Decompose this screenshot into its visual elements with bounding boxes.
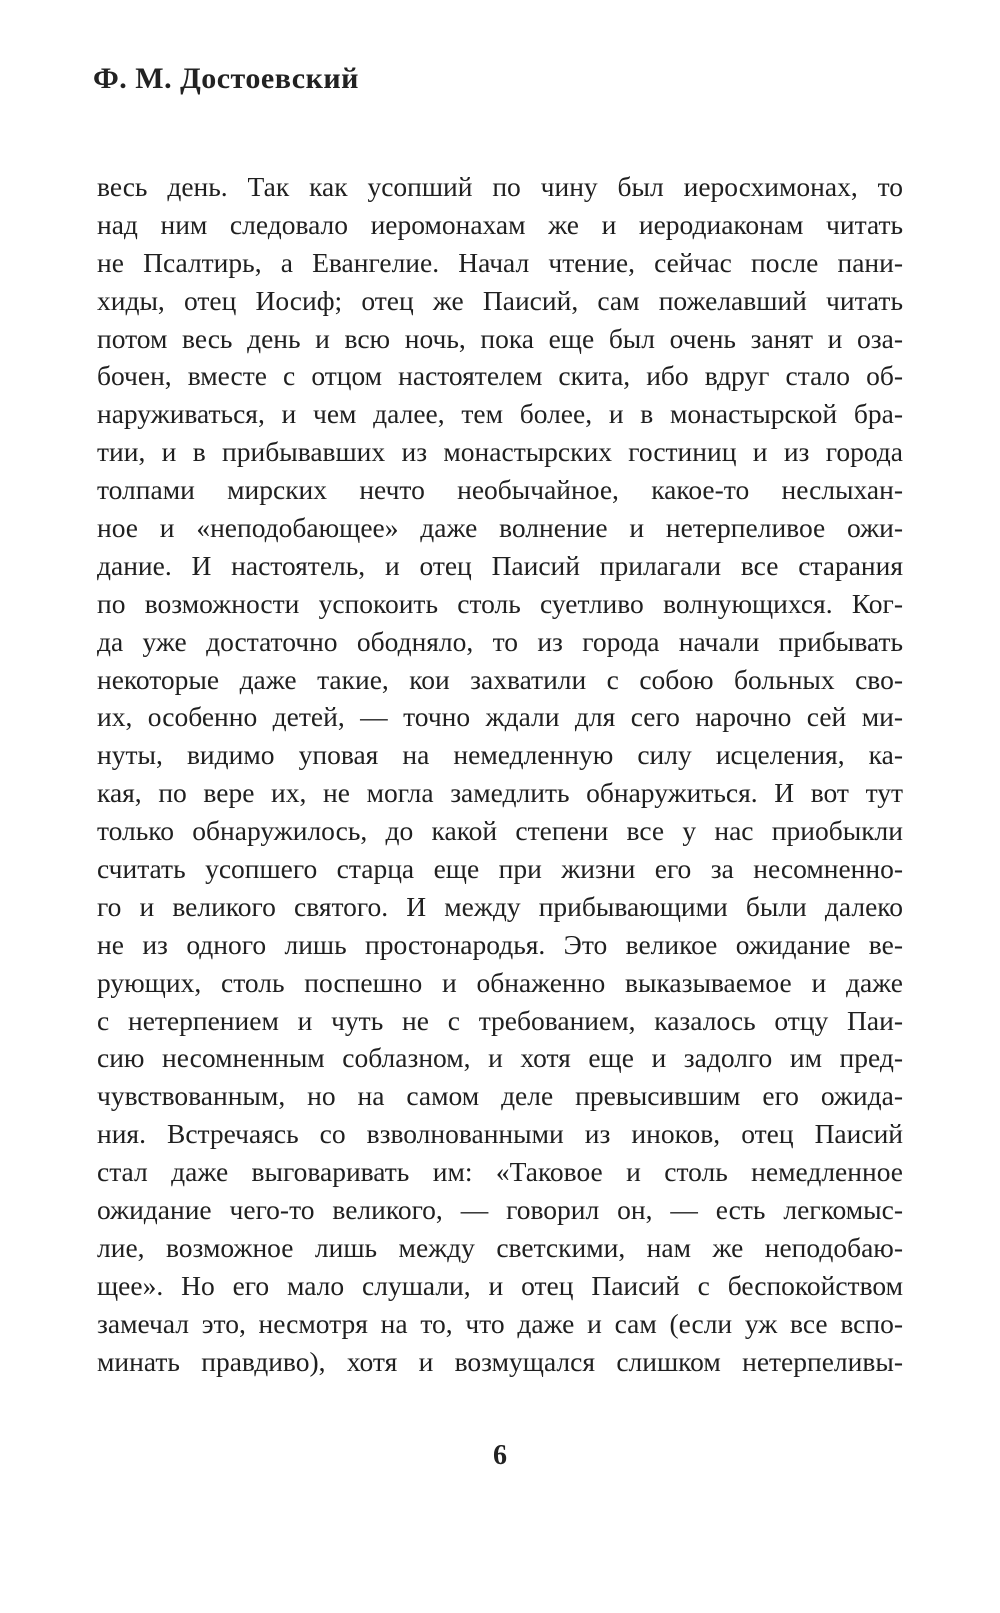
text-line: ния. Встречаясь со взволнованными из иноков, отец Паисий (97, 1118, 903, 1150)
text-line: весь день. Так как усопший по чину был иеросхимонах, то (97, 171, 903, 202)
text-line: кая, по вере их, не могла замедлить обнаружиться. И вот тут (97, 777, 903, 809)
text-line: над ним следовало иеромонахам же и иеродиаконам читать (97, 208, 903, 240)
text-line: чувствованным, но на самом деле превысившим его ожида- (97, 1080, 903, 1112)
text-line: нуты, видимо уповая на немедленную силу исцеления, ка- (97, 739, 903, 771)
text-line: щее». Но его мало слушали, и отец Паисий с беспокойством (97, 1269, 903, 1301)
text-line: лие, возможное лишь между светскими, нам же неподобаю- (97, 1231, 903, 1263)
text-line: хиды, отец Иосиф; отец же Паисий, сам пожелавший читать (97, 284, 903, 316)
text-line: только обнаружилось, до какой степени все у нас приобыкли (97, 815, 903, 847)
text-line: не из одного лишь простонародья. Это великое ожидание ве- (97, 928, 903, 960)
text-line: го и великого святого. И между прибывающими были далеко (97, 890, 903, 922)
text-line: с нетерпением и чуть не с требованием, казалось отцу Паи- (97, 1004, 903, 1036)
text-line: не Псалтирь, а Евангелие. Начал чтение, сейчас после пани- (97, 246, 903, 278)
text-line: стал даже выговаривать им: «Таковое и столь немедленное (97, 1156, 903, 1188)
text-line: ожидание чего-то великого, — говорил он, — есть легкомыс- (97, 1194, 903, 1226)
text-line: наруживаться, и чем далее, тем более, и в монастырской бра- (97, 398, 903, 430)
text-line: сию несомненным соблазном, и хотя еще и задолго им пред- (97, 1042, 903, 1074)
text-line: рующих, столь поспешно и обнаженно выказываемое и даже (97, 966, 903, 998)
running-header: Ф. М. Достоевский (93, 62, 359, 95)
text-line: их, особенно детей, — точно ждали для сего нарочно сей ми- (97, 701, 903, 733)
text-line: бочен, вместе с отцом настоятелем скита, ибо вдруг стало об- (97, 360, 903, 392)
text-line: по возможности успокоить столь суетливо волнующихся. Ког- (97, 587, 903, 619)
text-line: тии, и в прибывавших из монастырских гостиниц и из города (97, 436, 903, 468)
text-line: дание. И настоятель, и отец Паисий прилагали все старания (97, 549, 903, 581)
text-line: толпами мирских нечто необычайное, какое-то неслыхан- (97, 474, 903, 506)
text-line: минать правдиво), хотя и возмущался слишком нетерпеливы- (97, 1345, 903, 1377)
text-line: замечал это, несмотря на то, что даже и сам (если уж все вспо- (97, 1307, 903, 1339)
page-number: 6 (493, 1440, 507, 1471)
text-line: некоторые даже такие, кои захватили с собою больных сво- (97, 663, 903, 695)
body-text (97, 168, 903, 1381)
text-line: потом весь день и всю ночь, пока еще был очень занят и оза- (97, 322, 903, 354)
text-line: да уже достаточно ободняло, то из города начали прибывать (97, 625, 903, 657)
text-line: считать усопшего старца еще при жизни его за несомненно- (97, 853, 903, 885)
text-line: ное и «неподобающее» даже волнение и нетерпеливое ожи- (97, 512, 903, 544)
